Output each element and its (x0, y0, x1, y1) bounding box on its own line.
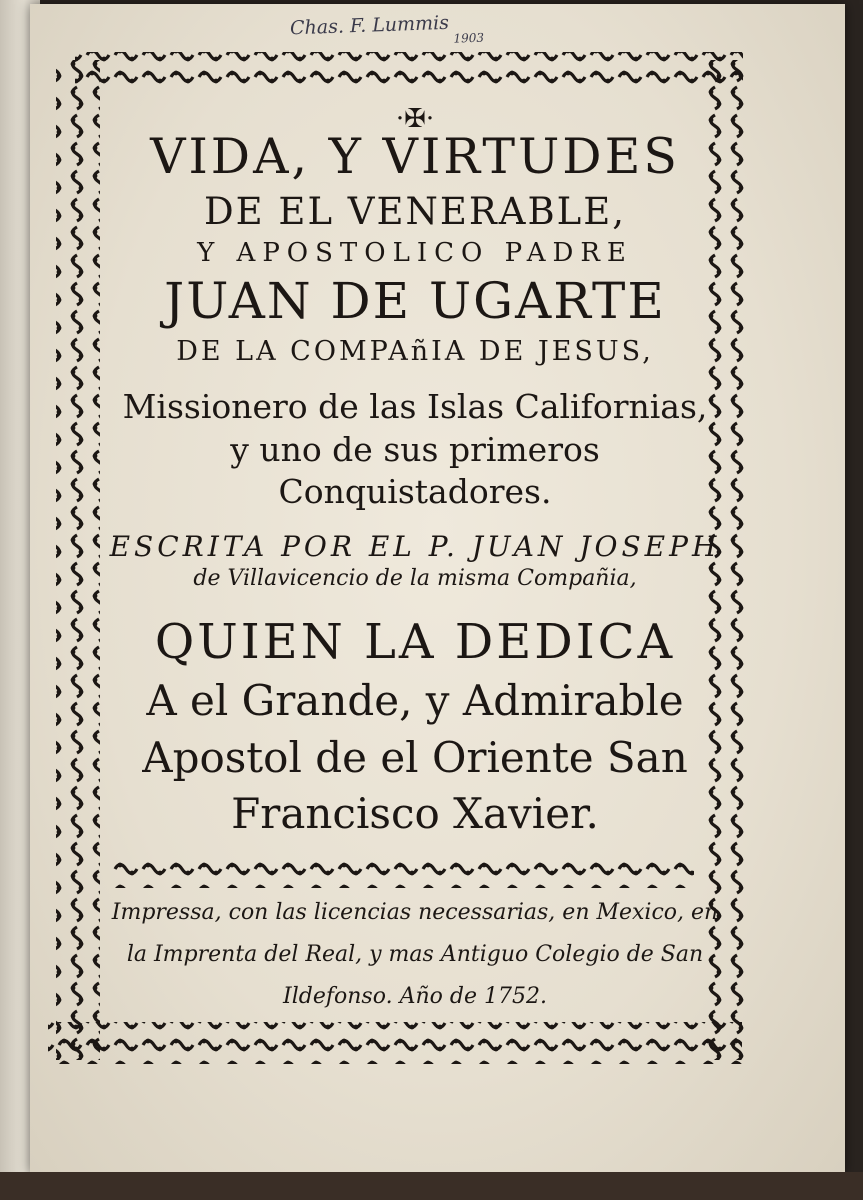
ornament-divider (112, 862, 694, 888)
imprint-line-2: la Imprenta del Real, y mas Antiguo Colegio de San (126, 942, 704, 967)
dedication-line-2: A el Grande, y Admirable (146, 676, 684, 725)
title-line-2: DE EL VENERABLE, (204, 190, 626, 233)
title-line-1: VIDA, Y VIRTUDES (150, 128, 680, 185)
author-line-1: ESCRITA POR EL P. JUAN JOSEPH (109, 530, 721, 563)
dedication-line-4: Francisco Xavier. (231, 789, 599, 838)
dedication-line-3: Apostol de el Oriente San (142, 733, 688, 782)
title-line-4: JUAN DE UGARTE (164, 272, 666, 330)
title-line-5: DE LA COMPAñIA DE JESUS, (176, 336, 654, 367)
imprint-line-1: Impressa, con las licencias necessarias, en Mexico, en (111, 900, 719, 925)
border-top (75, 52, 743, 92)
title-line-8: Conquistadores. (278, 472, 552, 511)
inscription-year: 1903 (453, 30, 485, 46)
title-line-6: Missionero de las Islas Californias, (122, 387, 708, 426)
imprint-line-3: Ildefonso. Año de 1752. (283, 984, 547, 1009)
title-line-7: y uno de sus primeros (230, 430, 600, 469)
inscription-name: Chas. F. Lummis (289, 11, 450, 40)
border-bottom (48, 1022, 742, 1064)
author-line-2: de Villavicencio de la misma Compañia, (193, 566, 637, 591)
border-left (56, 60, 100, 1060)
dedication-line-1: QUIEN LA DEDICA (154, 614, 676, 670)
title-line-3: Y APOSTOLICO PADRE (197, 238, 633, 268)
cross-ornament: ·✠· (395, 104, 435, 134)
